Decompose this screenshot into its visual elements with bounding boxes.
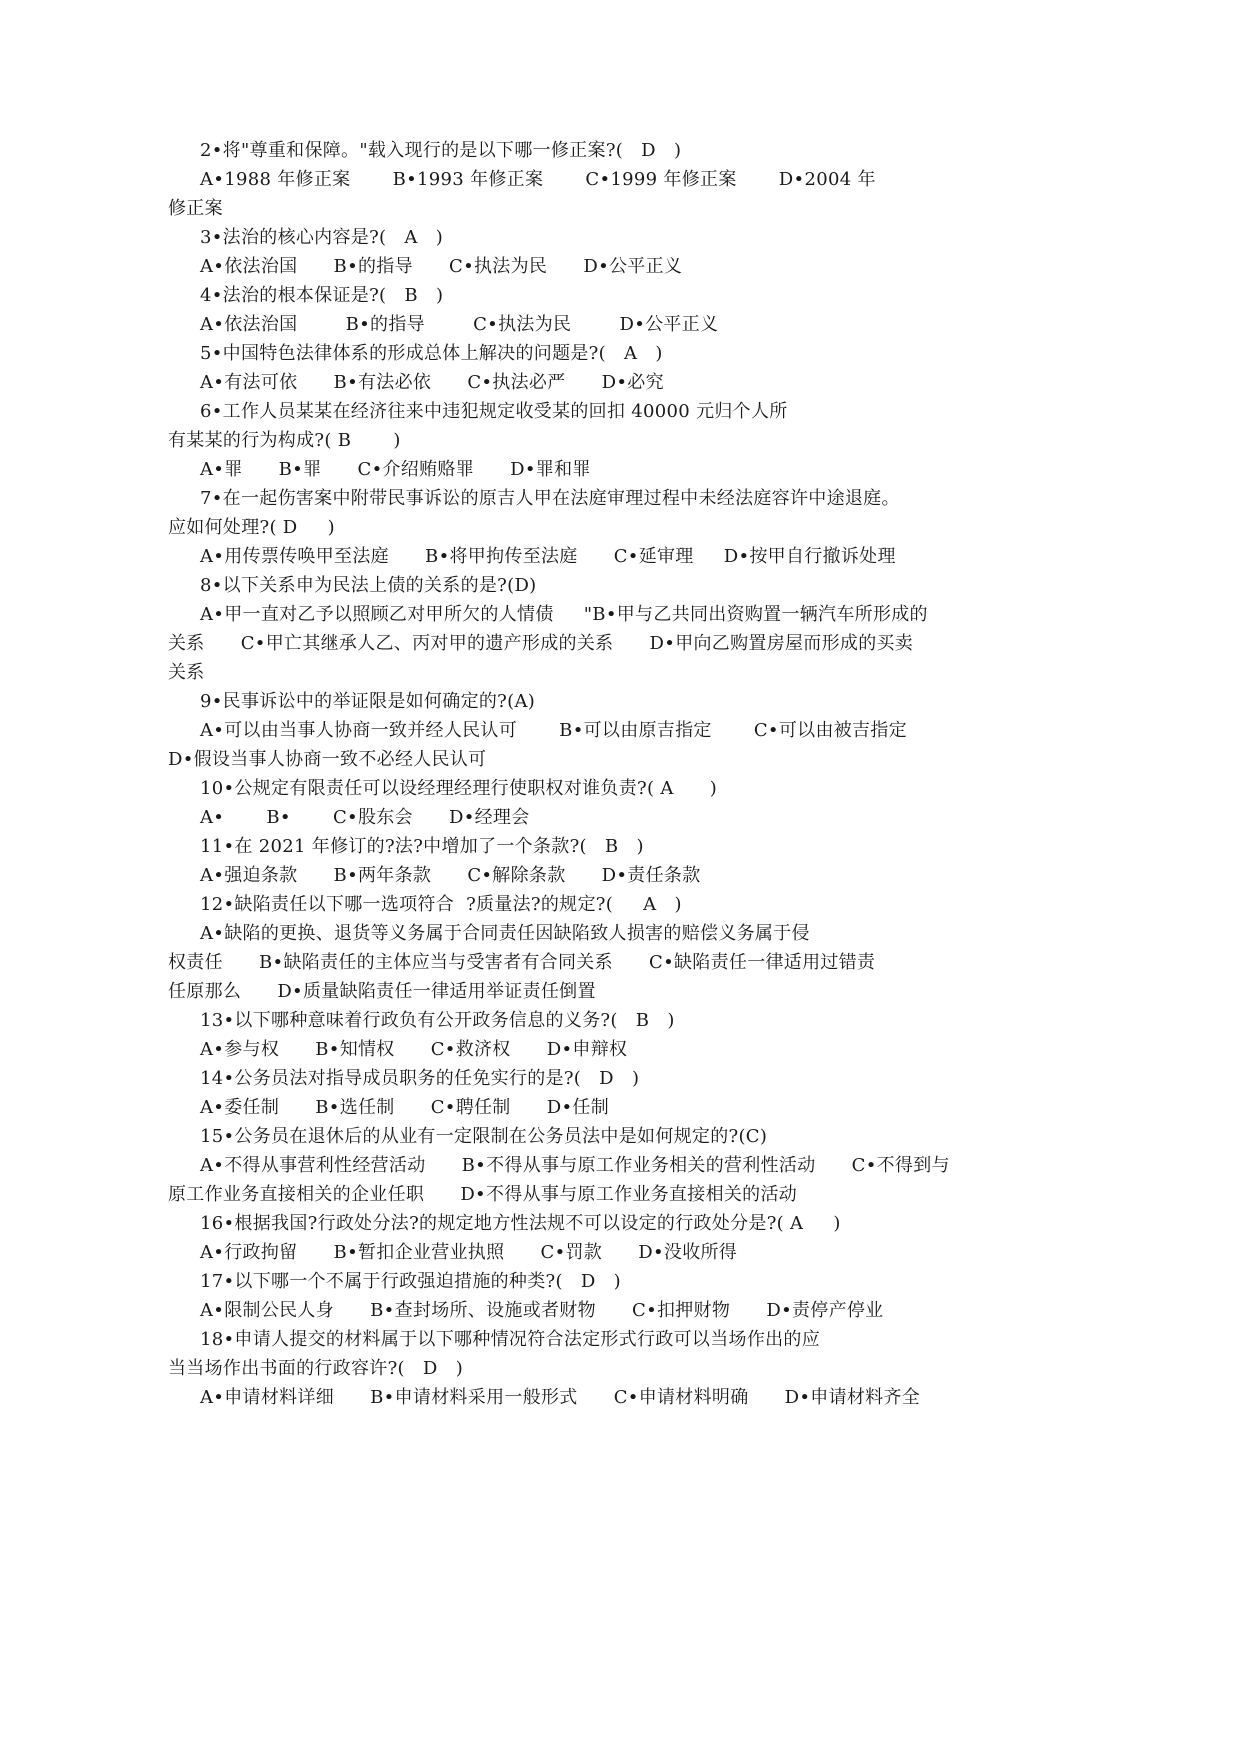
text-line: 16•根据我国?行政处分法?的规定地方性法规不可以设定的行政处分是?( A ): [200, 1213, 841, 1234]
text-line: 9•民事诉讼中的举证限是如何确定的?(A): [200, 691, 536, 712]
text-line: 12•缺陷责任以下哪一选项符合 ?质量法?的规定?( A ): [200, 894, 682, 915]
text-line: A•限制公民人身 B•查封场所、设施或者财物 C•扣押财物 D•责停产停业: [200, 1300, 884, 1321]
text-line: 4•法治的根本保证是?( B ): [200, 285, 444, 306]
text-line: 6•工作人员某某在经济往来中违犯规定收受某的回扣 40000 元归个人所: [200, 401, 788, 422]
text-line: 14•公务员法对指导成员职务的任免实行的是?( D ): [200, 1068, 640, 1089]
text-line: 权责任 B•缺陷责任的主体应当与受害者有合同关系 C•缺陷责任一律适用过错责: [168, 952, 876, 973]
text-line: 15•公务员在退休后的从业有一定限制在公务员法中是如何规定的?(C): [200, 1126, 768, 1147]
text-line: A•不得从事营利性经营活动 B•不得从事与原工作业务相关的营利性活动 C•不得到与: [200, 1155, 950, 1176]
text-line: 修正案: [168, 198, 223, 219]
text-line: 7•在一起伤害案中附带民事诉讼的原吉人甲在法庭审理过程中未经法庭容许中途退庭。: [200, 488, 900, 509]
text-line: A•依法治国 B•的指导 C•执法为民 D•公平正义: [200, 314, 719, 335]
text-line: A• B• C•股东会 D•经理会: [200, 807, 530, 828]
text-line: 任原那么 D•质量缺陷责任一律适用举证责任倒置: [168, 981, 596, 1002]
text-line: D•假设当事人协商一致不必经人民认可: [168, 749, 487, 770]
text-line: A•依法治国 B•的指导 C•执法为民 D•公平正义: [200, 256, 683, 277]
text-line: A•强迫条款 B•两年条款 C•解除条款 D•责任条款: [200, 865, 701, 886]
text-line: A•委任制 B•选任制 C•聘任制 D•任制: [200, 1097, 609, 1118]
text-line: 当当场作出书面的行政容许?( D ): [168, 1358, 464, 1379]
text-line: A•罪 B•罪 C•介绍贿赂罪 D•罪和罪: [200, 459, 591, 480]
text-line: 关系: [168, 662, 205, 683]
text-line: A•1988 年修正案 B•1993 年修正案 C•1999 年修正案 D•2004 年: [200, 169, 876, 190]
text-line: 11•在 2021 年修订的?法?中增加了一个条款?( B ): [200, 836, 644, 857]
text-line: 原工作业务直接相关的企业任职 D•不得从事与原工作业务直接相关的活动: [168, 1184, 798, 1205]
text-line: 5•中国特色法律体系的形成总体上解决的问题是?( A ): [200, 343, 663, 364]
text-line: A•可以由当事人协商一致并经人民认可 B•可以由原吉指定 C•可以由被吉指定: [200, 720, 907, 741]
text-line: 有某某的行为构成?( B ): [168, 430, 401, 451]
text-line: 关系 C•甲亡其继承人乙、丙对甲的遗产形成的关系 D•甲向乙购置房屋而形成的买卖: [168, 633, 914, 654]
text-line: A•行政拘留 B•暂扣企业营业执照 C•罚款 D•没收所得: [200, 1242, 738, 1263]
text-line: A•申请材料详细 B•申请材料采用一般形式 C•申请材料明确 D•申请材料齐全: [200, 1387, 921, 1408]
text-line: 应如何处理?( D ): [168, 517, 335, 538]
text-line: A•甲一直对乙予以照顾乙对甲所欠的人情债 "B•甲与乙共同出资购置一辆汽车所形成的: [200, 604, 928, 625]
text-line: A•用传票传唤甲至法庭 B•将甲拘传至法庭 C•延审理 D•按甲自行撤诉处理: [200, 546, 896, 567]
text-line: 3•法治的核心内容是?( A ): [200, 227, 444, 248]
text-line: 18•申请人提交的材料属于以下哪种情况符合法定形式行政可以当场作出的应: [200, 1329, 821, 1350]
text-line: 10•公规定有限责任可以设经理经理行使职权对谁负责?( A ): [200, 778, 718, 799]
text-line: 17•以下哪一个不属于行政强迫措施的种类?( D ): [200, 1271, 621, 1292]
text-line: 13•以下哪种意味着行政负有公开政务信息的义务?( B ): [200, 1010, 675, 1031]
text-line: A•有法可依 B•有法必依 C•执法必严 D•必究: [200, 372, 664, 393]
text-line: A•参与权 B•知情权 C•救济权 D•申辩权: [200, 1039, 628, 1060]
text-line: 8•以下关系申为民法上债的关系的是?(D): [200, 575, 537, 596]
text-line: A•缺陷的更换、退货等义务属于合同责任因缺陷致人损害的赔偿义务属于侵: [200, 923, 810, 944]
text-line: 2•将"尊重和保障。"载入现行的是以下哪一修正案?( D ): [200, 140, 682, 161]
